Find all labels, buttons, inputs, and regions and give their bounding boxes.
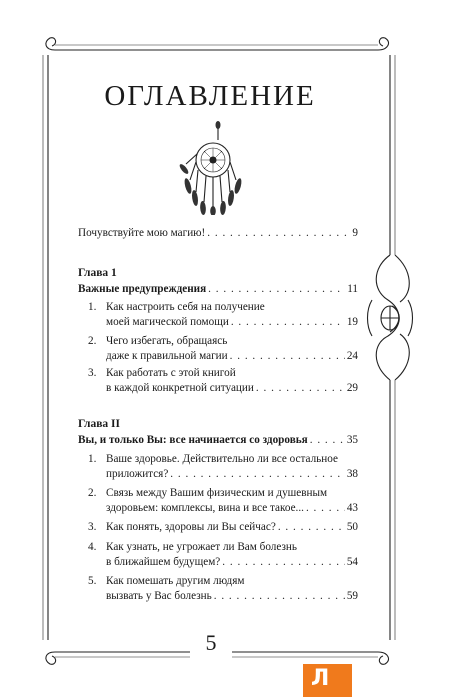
item-number: 2. [88,487,97,499]
toc-entry-line: приложится? [106,468,169,480]
toc-entry-line: здоровьем: комплексы, вина и все такое... [106,502,304,514]
toc-entry-title: Почувствуйте мою магию! [78,227,206,239]
toc-entry-line: Как помешать другим людям [106,575,245,587]
dot-leader [214,589,345,604]
toc-entry-line: вызвать у Вас болезнь [106,590,212,602]
toc-page-number: 43 [346,502,358,514]
toc-chapter-heading[interactable] [78,433,358,448]
toc-entry-line: Связь между Вашим физическим и душевным [106,487,328,499]
toc-entry-line: моей магической помощи [106,316,229,328]
item-number: 4. [88,541,97,553]
logo-letter: Л [311,666,330,691]
toc-entry-intro[interactable] [78,226,358,241]
toc-entry-line: Ваше здоровье. Действительно ли все остальное [106,453,338,465]
toc-entry[interactable] [88,540,358,570]
chapter-label: Глава II [78,418,121,430]
toc-entry-line: даже к правильной магии [106,350,228,362]
item-number: 1. [88,301,97,313]
dot-leader [306,501,345,516]
toc-page-number: 24 [346,350,358,362]
item-number: 1. [88,453,97,465]
toc-page-number: 11 [347,283,358,295]
dot-leader [310,433,345,448]
dreamcatcher-icon [178,120,248,215]
toc-entry-title: Важные предупреждения [78,283,207,295]
toc-entry-line: в ближайшем будущем? [106,556,221,568]
toc-entry[interactable] [88,334,358,364]
item-number: 2. [88,335,97,347]
page-number: 5 [205,630,217,655]
toc-page-number: 59 [346,590,358,602]
toc-page-number: 35 [346,434,358,446]
toc-page-number: 38 [346,468,358,480]
dot-leader [231,315,345,330]
toc-entry-line: Как работать с этой книгой [106,367,236,379]
dot-leader [222,555,345,570]
dot-leader [256,381,345,396]
toc-page-number: 19 [346,316,358,328]
dot-leader [230,349,345,364]
toc-entry[interactable] [88,486,358,516]
toc-entry[interactable] [88,300,358,330]
toc-entry[interactable] [88,574,358,604]
toc-chapter-heading[interactable] [78,282,358,297]
toc-entry-title: Вы, и только Вы: все начинается со здоровья [78,434,308,446]
toc-entry-line: Чего избегать, обращаясь [106,335,228,347]
toc-entry-line: в каждой конкретной ситуации [106,382,254,394]
toc-entry[interactable] [88,452,358,482]
toc-page-number: 50 [346,521,358,533]
item-number: 3. [88,521,97,533]
dot-leader [208,282,345,297]
toc-entry-line: Как узнать, не угрожает ли Вам болезнь [106,541,297,553]
toc-page-number: 9 [352,227,358,239]
dot-leader [278,520,345,535]
item-number: 5. [88,575,97,587]
page-title: ОГЛАВЛЕНИЕ [104,80,316,112]
toc-page-number: 54 [346,556,358,568]
toc-entry[interactable] [88,366,358,396]
toc-entry-line: Как понять, здоровы ли Вы сейчас? [106,521,276,533]
toc-entry-line: Как настроить себя на получение [106,301,265,313]
publisher-logo[interactable] [303,664,352,697]
dot-leader [170,467,345,482]
toc-entry[interactable] [88,520,358,535]
item-number: 3. [88,367,97,379]
dot-leader [207,226,350,241]
toc-page-number: 29 [346,382,358,394]
chapter-label: Глава 1 [78,267,117,279]
